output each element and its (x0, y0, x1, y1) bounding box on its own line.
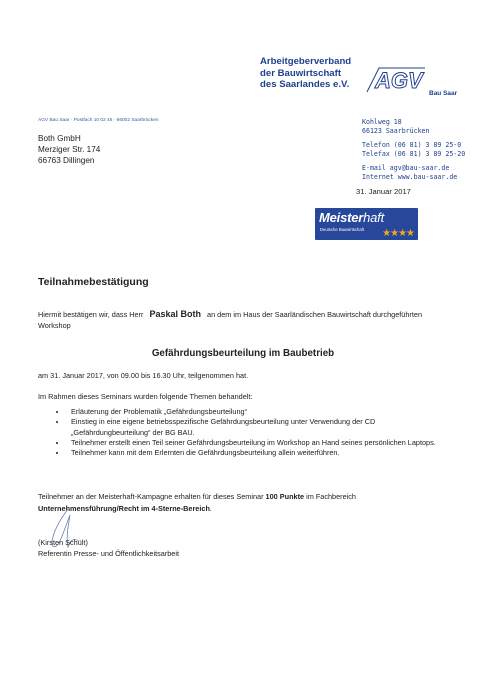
org-line-1: Arbeitgeberverband (260, 56, 352, 67)
closing-part-2: im Fachbereich (306, 492, 356, 501)
logo-text: AGV (375, 68, 423, 93)
sender-line: AGV Bau Saar · Postfach 10 02 45 · 66002 Saarbrücken (38, 118, 159, 123)
recipient-company: Both GmbH (38, 134, 81, 143)
contact-web: Internet www.bau-saar.de (362, 172, 458, 181)
badge-stars-icon: ★★★★ (382, 228, 414, 239)
closing-area: Unternehmensführung/Recht im 4-Sterne-Bereich (38, 503, 210, 513)
topics-intro: Im Rahmen dieses Seminars wurden folgende Themen behandelt: (38, 392, 253, 401)
signer-block (38, 537, 179, 559)
recipient-street: Merziger Str. 174 (38, 145, 101, 154)
badge-subtitle: Deutsche Bauwirtschaft (320, 227, 364, 232)
signer-role: Referentin Presse- und Öffentlichkeitsarbeit (38, 549, 180, 558)
badge-wordmark (319, 210, 384, 225)
logo-subtext: Bau Saar (429, 90, 458, 96)
recipient-city: 66763 Dillingen (38, 156, 95, 165)
badge-word-thin: haft (363, 210, 385, 225)
closing-end: . (209, 503, 212, 513)
topic-item: • Teilnehmer erstellt einen Teil seiner Gefährdungsbeurteilung im Workshop an Hand seines persönlichen Laptops. (67, 438, 447, 448)
topic-item: • Erläuterung der Problematik „Gefährdungsbeurteilung“ (67, 407, 447, 417)
document-title: Teilnahmebestätigung (38, 276, 149, 288)
seminar-title: Gefährdungsbeurteilung im Baubetrieb (151, 348, 335, 359)
closing-points: 100 Punkte (265, 492, 305, 501)
contact-phone: Telefon (06 81) 3 89 25-0 (362, 141, 462, 150)
topic-item: • Einstieg in eine eigene betriebsspezifische Gefährdungsbeurteilung unter Verwendung der CD „Gefährdungbeurteilung“ der BG BAU. (67, 417, 447, 438)
closing-part-1: Teilnehmer an der Meisterhaft-Kampagne erhalten für dieses Seminar (38, 492, 264, 501)
organization-name (260, 56, 351, 91)
closing-paragraph (38, 491, 448, 514)
topic-item: • Teilnehmer kann mit dem Erlernten die Gefährdungsbeurteilung allein weiterführen. (67, 448, 447, 458)
meisterhaft-badge (315, 208, 418, 240)
contact-fax: Telefax (06 81) 3 89 25-20 (362, 149, 466, 158)
seminar-date-line: am 31. Januar 2017, von 09.00 bis 16.30 Uhr, teilgenommen hat. (38, 371, 249, 380)
participant-name: Paskal Both (149, 309, 201, 319)
intro-before: Hiermit bestätigen wir, dass Herr (38, 310, 144, 319)
signer-name: (Kirsten Schült) (38, 538, 88, 547)
intro-paragraph (38, 309, 448, 331)
letter-date: 31. Januar 2017 (356, 187, 411, 196)
intro-after: an dem im Haus der Saarländischen Bauwirtschaft durchgeführten Workshop (38, 310, 423, 330)
recipient-address (38, 133, 100, 166)
topics-list (38, 407, 447, 458)
contact-city: 66123 Saarbrücken (362, 126, 430, 135)
org-line-3: des Saarlandes e.V. (260, 79, 350, 90)
contact-street: Kohlweg 18 (362, 118, 402, 126)
org-line-2: der Bauwirtschaft (260, 67, 342, 79)
contact-email: E-mail agv@bau-saar.de (362, 164, 450, 173)
agv-logo (365, 62, 465, 96)
badge-word-bold: Meister (319, 210, 364, 225)
contact-block (362, 118, 465, 182)
